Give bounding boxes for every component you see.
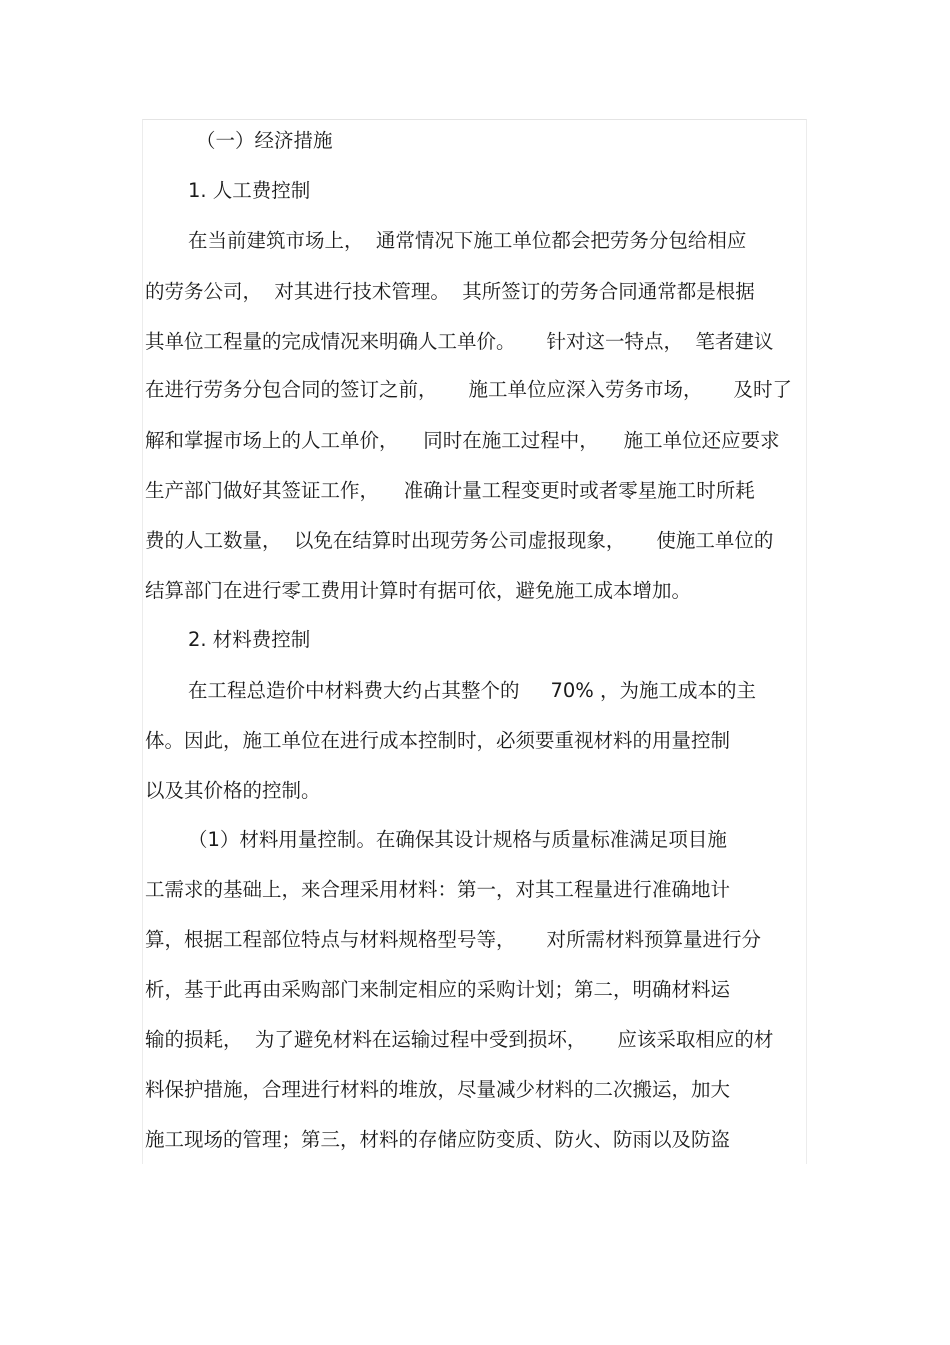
paragraph-line: 其单位工程量的完成情况来明确人工单价。 针对这一特点， 笔者建议: [145, 330, 774, 353]
paragraph-line: 算，根据工程部位特点与材料规格型号等， 对所需材料预算量进行分: [145, 928, 761, 951]
paragraph-line: 以及其价格的控制。: [145, 779, 321, 802]
paragraph-line: 解和掌握市场上的人工单价， 同时在施工过程中， 施工单位还应要求: [145, 429, 780, 452]
section-title: （一）经济措施: [196, 129, 333, 152]
labor-heading: 1. 人工费控制: [188, 179, 311, 202]
paragraph-line: 输的损耗， 为了避免材料在运输过程中受到损坏， 应该采取相应的材: [145, 1028, 774, 1051]
paragraph-line: 体。因此，施工单位在进行成本控制时，必须要重视材料的用量控制: [145, 729, 731, 752]
material-heading: 2. 材料费控制: [188, 628, 311, 651]
paragraph-line: 料保护措施，合理进行材料的堆放，尽量减少材料的二次搬运，加大: [145, 1078, 731, 1101]
paragraph-line: 生产部门做好其签证工作， 准确计量工程变更时或者零星施工时所耗: [145, 479, 755, 502]
paragraph-line: 的劳务公司， 对其进行技术管理。 其所签订的劳务合同通常都是根据: [145, 280, 755, 303]
paragraph-line: 在进行劳务分包合同的签订之前， 施工单位应深入劳务市场， 及时了: [145, 378, 792, 401]
paragraph-line: 在当前建筑市场上， 通常情况下施工单位都会把劳务分包给相应: [188, 229, 747, 252]
paragraph-line: 施工现场的管理；第三，材料的存储应防变质、防火、防雨以及防盗: [145, 1128, 731, 1151]
paragraph-line: （1）材料用量控制。在确保其设计规格与质量标准满足项目施: [188, 828, 727, 851]
paragraph-line: 工需求的基础上，来合理采用材料：第一，对其工程量进行准确地计: [145, 878, 731, 901]
paragraph-line: 析，基于此再由采购部门来制定相应的采购计划；第二，明确材料运: [145, 978, 731, 1001]
paragraph-line: 结算部门在进行零工费用计算时有据可依，避免施工成本增加。: [145, 579, 692, 602]
paragraph-line: 在工程总造价中材料费大约占其整个的 70% ，为施工成本的主: [188, 679, 757, 702]
paragraph-line: 费的人工数量， 以免在结算时出现劳务公司虚报现象， 使施工单位的: [145, 529, 774, 552]
